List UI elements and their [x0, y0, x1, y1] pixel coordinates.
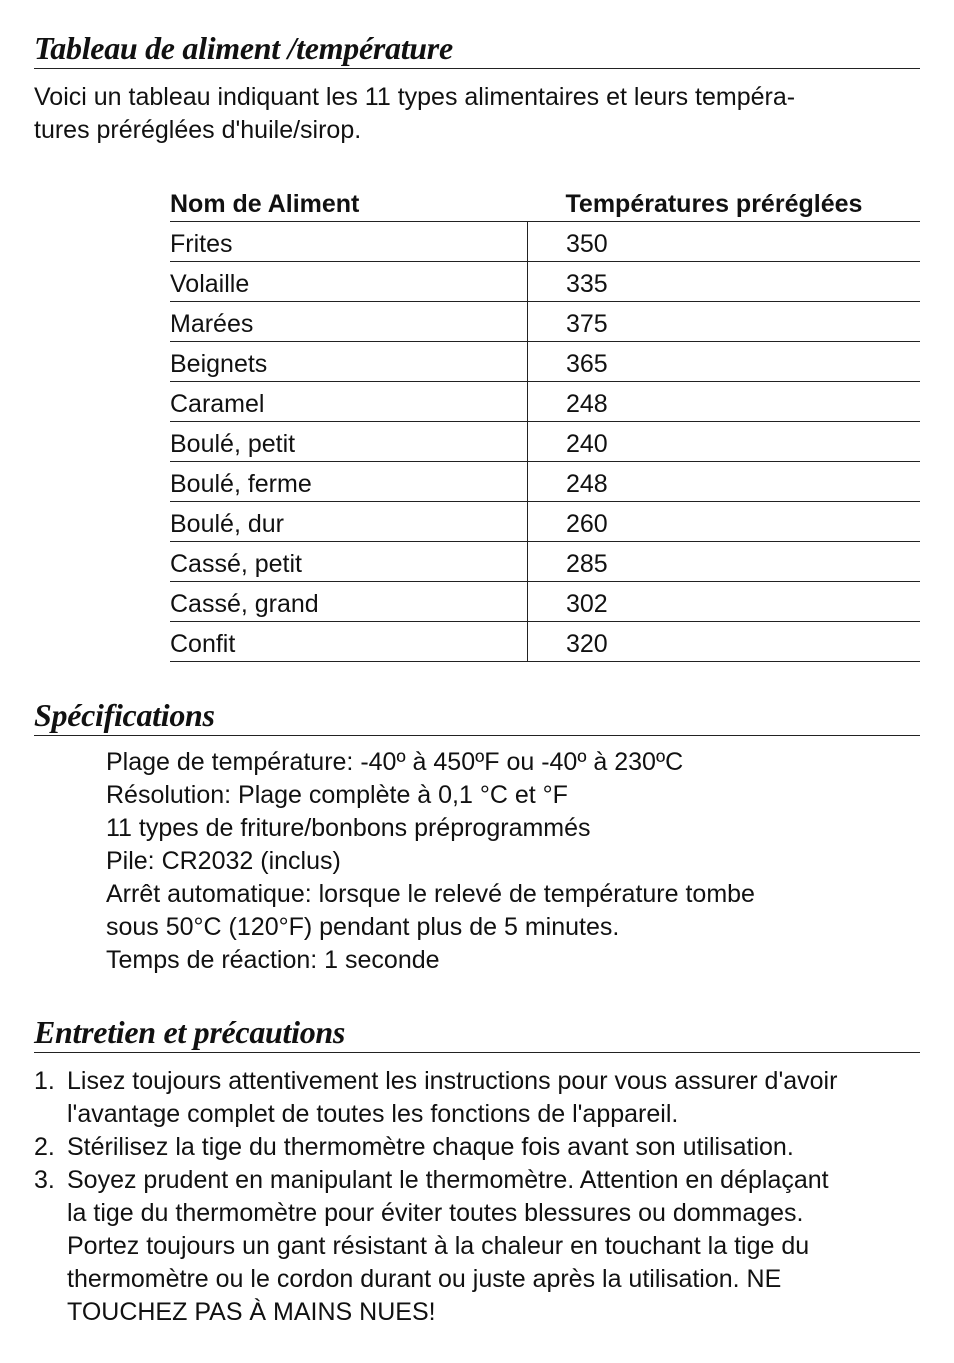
table-row — [170, 502, 920, 542]
table-section — [34, 30, 920, 147]
food-name: Beignets — [170, 342, 528, 382]
spec-item: Résolution: Plage complète à 0,1 °C et °F — [106, 781, 568, 809]
care-item-line: l'avantage complet de toutes les fonctions de l'appareil. — [67, 1100, 679, 1128]
spec-item: Arrêt automatique: lorsque le relevé de température tombe — [106, 880, 755, 908]
table-row — [170, 302, 920, 342]
care-item-line: TOUCHEZ PAS À MAINS NUES! — [67, 1298, 436, 1326]
spec-item: Temps de réaction: 1 seconde — [106, 946, 440, 974]
spec-item: Pile: CR2032 (inclus) — [106, 847, 341, 875]
care-item-number: 2. — [34, 1133, 55, 1161]
food-name: Boulé, dur — [170, 502, 528, 542]
food-name: Marées — [170, 302, 528, 342]
food-name: Boulé, petit — [170, 422, 528, 462]
food-name: Confit — [170, 622, 528, 662]
spec-item: 11 types de friture/bonbons préprogrammés — [106, 814, 591, 842]
food-temp: 260 — [528, 502, 921, 542]
table-intro — [34, 81, 920, 147]
food-temp: 248 — [528, 462, 921, 502]
table-row — [170, 582, 920, 622]
care-item-line: Stérilisez la tige du thermomètre chaque fois avant son utilisation. — [67, 1133, 794, 1161]
care-item-number: 1. — [34, 1067, 55, 1095]
care-item — [34, 1065, 920, 1131]
food-temp: 320 — [528, 622, 921, 662]
food-name: Caramel — [170, 382, 528, 422]
care-item-line: Portez toujours un gant résistant à la chaleur en touchant la tige du — [67, 1232, 810, 1260]
food-temp: 285 — [528, 542, 921, 582]
intro-line-2: tures préréglées d'huile/sirop. — [34, 116, 362, 144]
food-temp: 350 — [528, 222, 921, 262]
table-section-heading: Tableau de aliment /température — [34, 30, 920, 69]
food-name: Boulé, ferme — [170, 462, 528, 502]
care-section — [34, 1014, 920, 1329]
food-name: Cassé, petit — [170, 542, 528, 582]
food-name: Frites — [170, 222, 528, 262]
care-item-number: 3. — [34, 1166, 55, 1194]
table-row — [170, 462, 920, 502]
table-body — [170, 222, 920, 662]
food-name: Cassé, grand — [170, 582, 528, 622]
care-item — [34, 1131, 920, 1164]
spec-item: sous 50°C (120°F) pendant plus de 5 minutes. — [106, 913, 620, 941]
food-temperature-table — [170, 182, 920, 662]
care-item-line: Soyez prudent en manipulant le thermomètre. Attention en déplaçant — [67, 1166, 829, 1194]
table-row — [170, 342, 920, 382]
specs-section-heading: Spécifications — [34, 697, 920, 736]
intro-line-1: Voici un tableau indiquant les 11 types alimentaires et leurs tempéra- — [34, 83, 796, 111]
food-temp: 240 — [528, 422, 921, 462]
table-row — [170, 262, 920, 302]
care-item-line: Lisez toujours attentivement les instructions pour vous assurer d'avoir — [67, 1067, 838, 1095]
food-temp: 365 — [528, 342, 921, 382]
column-header-temp: Températures préréglées — [528, 182, 921, 222]
specs-section — [34, 697, 920, 977]
food-temp: 375 — [528, 302, 921, 342]
table-row — [170, 382, 920, 422]
table-row — [170, 622, 920, 662]
care-item-line: la tige du thermomètre pour éviter toutes blessures ou dommages. — [67, 1199, 804, 1227]
specs-list — [34, 746, 920, 977]
care-list — [34, 1065, 920, 1329]
food-temp: 302 — [528, 582, 921, 622]
table-row — [170, 422, 920, 462]
table-header-row — [170, 182, 920, 222]
spec-item: Plage de température: -40º à 450ºF ou -40º à 230ºC — [106, 748, 684, 776]
column-header-name: Nom de Aliment — [170, 182, 528, 222]
table-row — [170, 222, 920, 262]
care-item — [34, 1164, 920, 1329]
table-row — [170, 542, 920, 582]
food-name: Volaille — [170, 262, 528, 302]
care-item-line: thermomètre ou le cordon durant ou juste après la utilisation. NE — [67, 1265, 782, 1293]
food-temp: 335 — [528, 262, 921, 302]
food-temp: 248 — [528, 382, 921, 422]
care-section-heading: Entretien et précautions — [34, 1014, 920, 1053]
